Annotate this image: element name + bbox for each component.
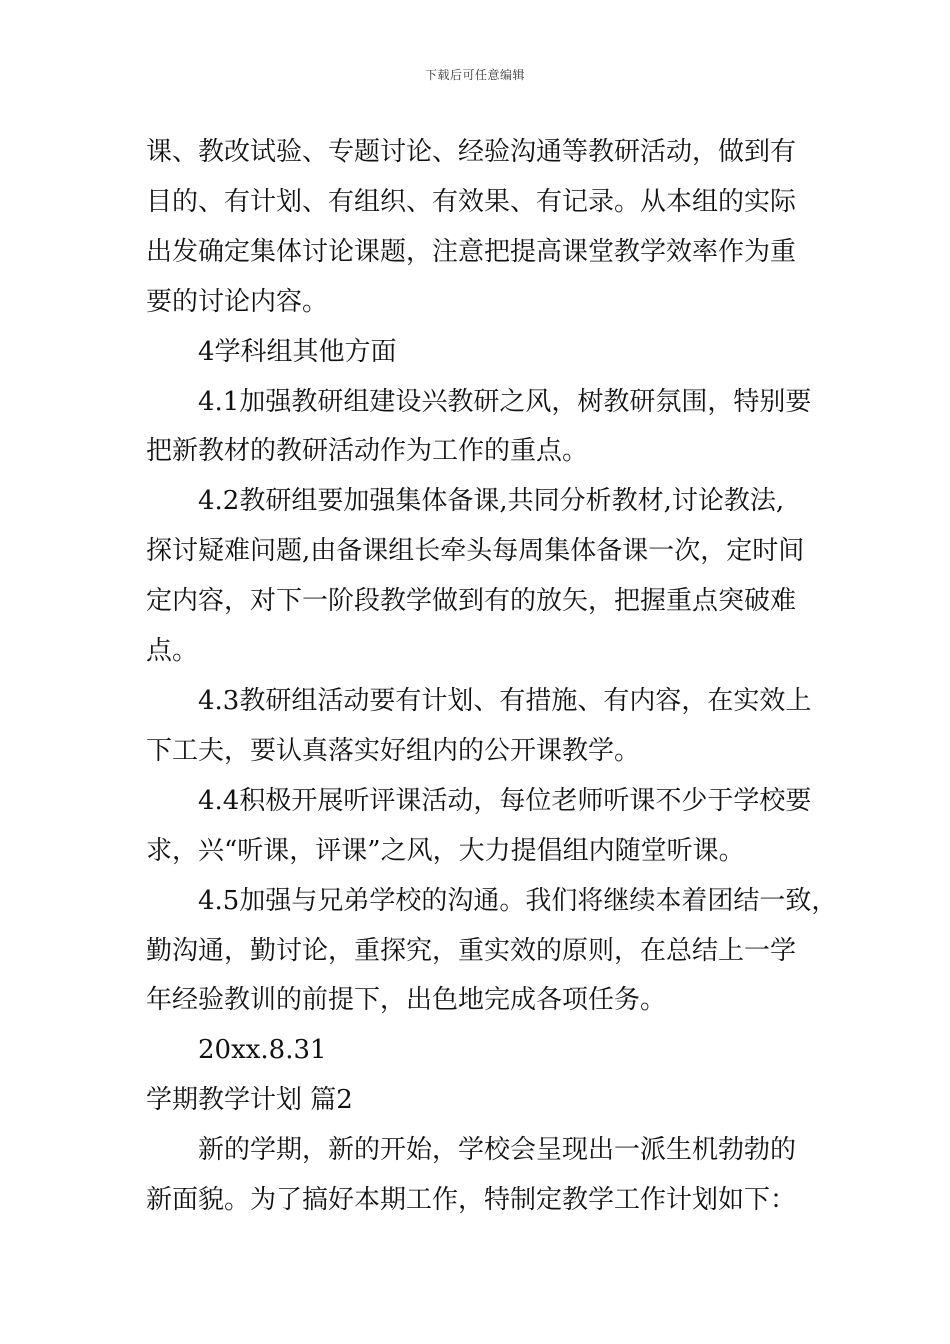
text-line: 探讨疑难问题,由备课组长牵头每周集体备课一次，定时间: [146, 536, 805, 567]
paragraph: [146, 378, 826, 478]
section-title: [146, 1076, 826, 1126]
document-body: [146, 128, 838, 1226]
text-line: 求，兴“听课，评课”之风，大力提倡组内随堂听课。: [146, 835, 745, 866]
text-line: 4.3教研组活动要有计划、有措施、有内容，在实效上: [198, 685, 812, 716]
text-line: 20xx.8.31: [198, 1035, 327, 1066]
paragraph: [146, 128, 826, 328]
paragraph: [146, 477, 826, 677]
text-line: 4.4积极开展听评课活动，每位老师听课不少于学校要: [198, 785, 812, 816]
paragraph: [146, 777, 826, 877]
paragraph: [146, 1126, 826, 1226]
text-line: 把新教材的教研活动作为工作的重点。: [146, 436, 589, 467]
text-line: 学期教学计划 篇2: [146, 1085, 353, 1116]
header-note: 下载后可任意编辑: [424, 68, 525, 82]
section-heading: [146, 328, 826, 378]
text-line: 点。: [146, 636, 199, 667]
text-line: 4.5加强与兄弟学校的沟通。我们将继续本着团结一致，: [198, 885, 838, 916]
date-line: [146, 1026, 826, 1076]
text-line: 新面貌。为了搞好本期工作，特制定教学工作计划如下：: [146, 1185, 797, 1216]
text-line: 目的、有计划、有组织、有效果、有记录。从本组的实际: [146, 186, 797, 217]
text-line: 4.2教研组要加强集体备课,共同分析教材,讨论教法,: [198, 486, 785, 517]
text-line: 4.1加强教研组建设兴教研之风，树教研氛围，特别要: [198, 386, 812, 417]
paragraph: [146, 877, 838, 1027]
text-line: 出发确定集体讨论课题，注意把提高课堂教学效率作为重: [146, 236, 797, 267]
text-line: 4学科组其他方面: [198, 336, 397, 367]
text-line: 下工夫，要认真落实好组内的公开课教学。: [146, 735, 641, 766]
text-line: 年经验教训的前提下，出色地完成各项任务。: [146, 985, 667, 1016]
text-line: 要的讨论内容。: [146, 286, 329, 317]
text-line: 定内容，对下一阶段教学做到有的放矢，把握重点突破难: [146, 586, 797, 617]
text-line: 课、教改试验、专题讨论、经验沟通等教研活动，做到有: [146, 137, 797, 167]
paragraph: [146, 677, 826, 777]
text-line: 新的学期，新的开始，学校会呈现出一派生机勃勃的: [198, 1135, 797, 1166]
text-line: 勤沟通，勤讨论，重探究，重实效的原则，在总结上一学: [146, 935, 797, 966]
